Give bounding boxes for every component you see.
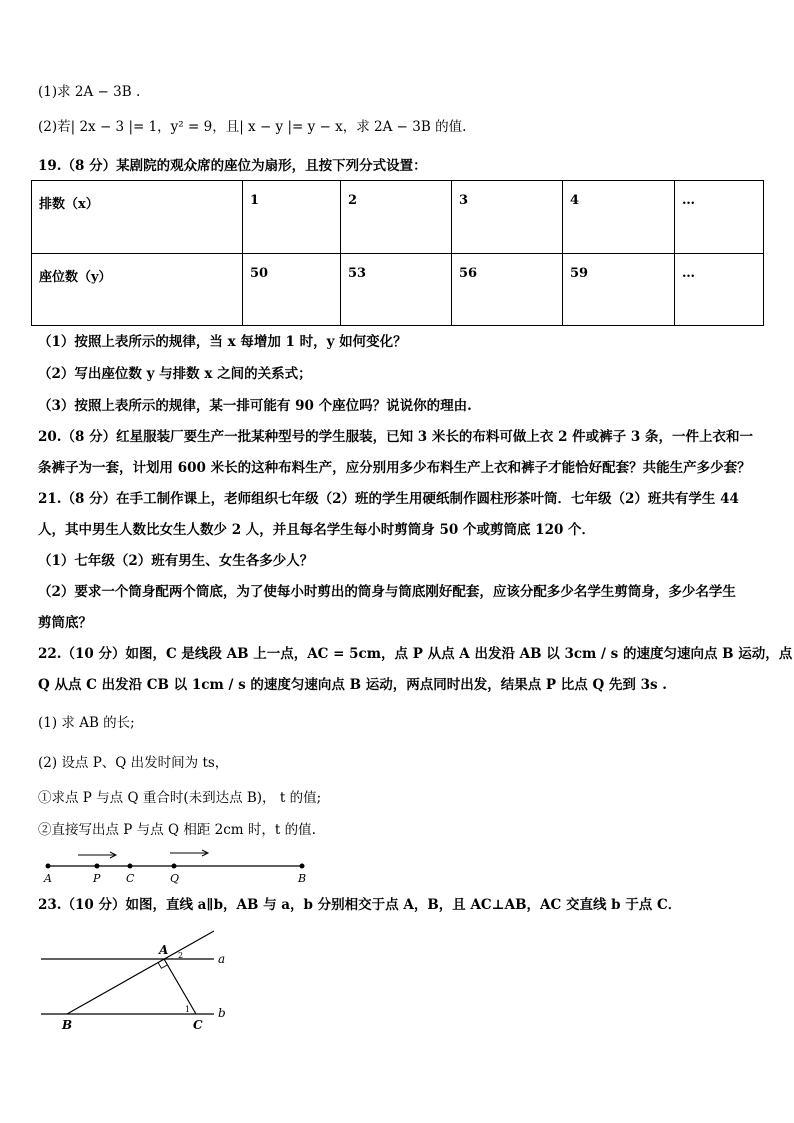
line-ab [67, 931, 214, 1014]
parallel-lines-figure [38, 928, 238, 1038]
q20-line1: 20.（8 分）红星服装厂要生产一批某种型号的学生服装，已知 3 米长的布料可做上衣 2 件或裤子 3 条，一件上衣和一 [38, 429, 753, 445]
q21-line2: 人，其中男生人数比女生人数少 2 人，并且每名学生每小时剪筒身 50 个或剪筒底 120 个． [38, 522, 596, 538]
label-c-point: C [193, 1018, 203, 1032]
q21-line1: 21.（8 分）在手工制作课上，老师组织七年级（2）班的学生用硬纸制作圆柱形茶叶筒．七年级（2）班共有学生 44 [38, 491, 739, 507]
q21-sub2a: （2）要求一个筒身配两个筒底，为了使每小时剪出的筒身与筒底刚好配套，应该分配多少名学生剪筒身，多少名学生 [38, 584, 736, 600]
q19-title: 19.（8 分）某剧院的观众席的座位为扇形，且按下列分式设置： [38, 158, 427, 174]
seat-table [31, 180, 764, 326]
q21-sub2b: 剪筒底？ [38, 615, 92, 631]
table-cell: 4 [563, 181, 675, 254]
table-cell: 排数（x） [32, 181, 243, 254]
table-cell: 50 [243, 253, 341, 326]
label-b: B [298, 872, 307, 885]
q22-case2: ②直接写出点 P 与点 Q 相距 2cm 时，t 的值. [38, 822, 316, 838]
table-cell: 56 [452, 253, 563, 326]
point-a [46, 864, 51, 869]
label-a: A [44, 872, 52, 885]
q18-part2: (2)若| 2x − 3 |= 1，y² = 9，且| x − y |= y − x，求 2A − 3B 的值. [38, 119, 467, 135]
q18-part1: (1)求 2A − 3B . [38, 84, 141, 100]
label-q: Q [170, 872, 180, 885]
label-b-point: B [62, 1018, 73, 1032]
q19-sub2: （2）写出座位数 y 与排数 x 之间的关系式； [38, 366, 312, 382]
point-q [172, 864, 177, 869]
point-c [128, 864, 133, 869]
q22-line2: Q 从点 C 出发沿 CB 以 1cm / s 的速度匀速向点 B 运动，两点同时出发，结果点 P 比点 Q 先到 3s . [38, 677, 668, 693]
table-row [32, 181, 764, 254]
q21-sub1: （1）七年级（2）班有男生、女生各多少人？ [38, 553, 314, 569]
table-cell: 1 [243, 181, 341, 254]
table-cell: 2 [341, 181, 452, 254]
label-c: C [126, 872, 135, 885]
label-angle-2: 2 [178, 951, 184, 960]
label-line-b: b [218, 1006, 226, 1020]
table-cell: 座位数（y） [32, 253, 243, 326]
q22-part2: (2) 设点 P、Q 出发时间为 ts， [38, 755, 229, 771]
point-p [95, 864, 100, 869]
label-angle-1: 1 [185, 1005, 191, 1014]
table-cell: 53 [341, 253, 452, 326]
label-p: P [93, 872, 101, 885]
segment-figure [40, 845, 320, 885]
table-cell: 3 [452, 181, 563, 254]
q22-case1: ①求点 P 与点 Q 重合时(未到达点 B)， t 的值; [38, 790, 322, 806]
q19-sub3: （3）按照上表所示的规律，某一排可能有 90 个座位吗？说说你的理由. [38, 398, 472, 414]
table-cell: … [675, 253, 764, 326]
table-cell: … [675, 181, 764, 254]
q19-sub1: （1）按照上表所示的规律，当 x 每增加 1 时，y 如何变化？ [38, 334, 407, 350]
q23-title: 23.（10 分）如图，直线 a∥b，AB 与 a，b 分别相交于点 A，B，且 AC⊥AB，AC 交直线 b 于点 C． [38, 897, 682, 913]
table-cell: 59 [563, 253, 675, 326]
q20-line2: 条裤子为一套，计划用 600 米长的这种布料生产，应分别用多少布料生产上衣和裤子才能恰好配套？共能生产多少套？ [38, 460, 751, 476]
table-row [32, 253, 764, 326]
point-b [300, 864, 305, 869]
q22-line1: 22.（10 分）如图，C 是线段 AB 上一点，AC = 5cm，点 P 从点 A 出发沿 AB 以 3cm / s 的速度匀速向点 B 运动，点 [38, 646, 793, 662]
segment-ac [164, 959, 196, 1014]
label-a-point: A [159, 943, 169, 957]
q22-part1: (1) 求 AB 的长; [38, 715, 135, 731]
label-line-a: a [218, 952, 226, 966]
